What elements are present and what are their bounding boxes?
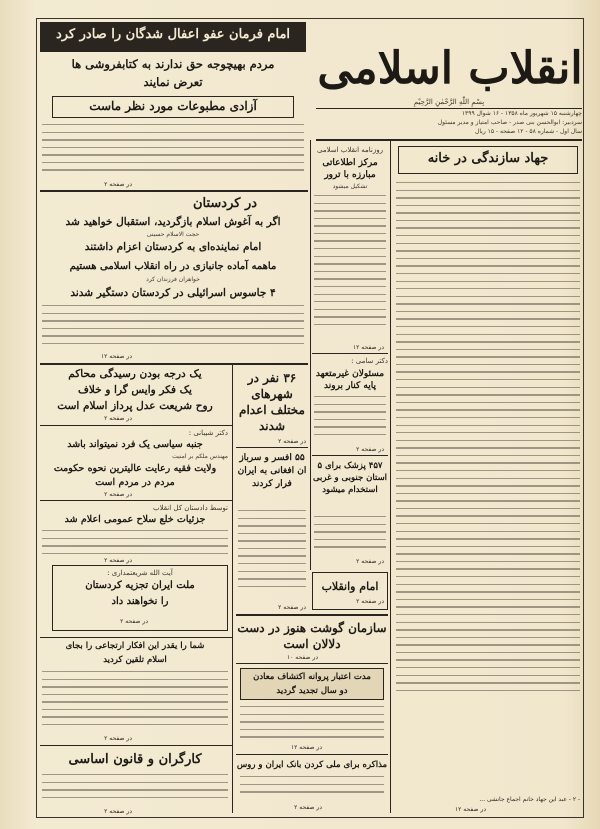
judgment-headline-1: یک درجه بودن رسیدگی محاکم — [68, 368, 202, 380]
shibani-line2: ولایت فقیه رعایت عالیترین نحوه حکومت — [53, 463, 217, 474]
court-headline: جزئیات خلع سلاح عمومی اعلام شد — [64, 514, 206, 525]
kurdistan-line2: امام نماینده‌ای به کردستان اعزام داشتند — [84, 241, 262, 253]
shibani-byline: مهندس ملکم بر امنیت — [172, 453, 228, 460]
meat-headline: سازمان گوشت هنوز در دست دلالان است — [237, 621, 387, 651]
masthead-publisher-line: سردبیر: ابوالحسن بنی صدر - صاحب امتیاز و مدیر مسئول — [437, 119, 582, 126]
afghan-continued: در صفحه ۲ — [278, 604, 306, 611]
judgment-continued: در صفحه ۲ — [104, 415, 132, 422]
meat-continued: در صفحه ۱۰ — [286, 654, 318, 661]
center-mid-continued: در صفحه ۲ — [356, 446, 384, 453]
center-top-headline: مرکز اطلاعاتی مبارزه با ترور — [322, 158, 378, 180]
workers-continued: در صفحه ۲ — [104, 808, 132, 815]
court-kicker: توسط دادستان کل انقلاب — [152, 504, 228, 512]
lower-left-headline: شما را یقدر این افکار ارتجاعی را بجای — [65, 641, 205, 651]
page-frame — [36, 18, 584, 818]
shariatmadari-kicker: آیت الله شریعتمداری : — [107, 569, 173, 577]
bank-continued: در صفحه ۲ — [294, 804, 322, 811]
kurdistan-title: در کردستان — [192, 196, 258, 211]
kurdistan-line1-byline: حجت الاسلام حسینی — [146, 231, 200, 238]
kurdistan-line3-byline: خواهران فرزندان کرد — [146, 276, 200, 283]
shibani-kicker: دکتر شیبانی : — [188, 429, 228, 437]
workers-headline: کارگران و قانون اساسی — [68, 752, 202, 767]
masthead-issue-line: چهارشنبه ۱۵ شهریور ماه ۱۳۵۸ - ۱۶ شوال ۱۳۹۹ — [461, 110, 582, 117]
doctors-headline: ۴۵۷ پزشک برای ۵ استان جنوبی و غربی استخدام میشود — [312, 461, 388, 495]
kurdistan-line3: ماهمه آماده جانبازی در راه انقلاب اسلامی هستیم — [69, 261, 277, 272]
editorial-headline: جهاد سازندگی در خانه — [427, 151, 549, 166]
imam-continued: در صفحه ۲ — [356, 598, 384, 605]
mines-headline-1: مدت اعتبار پروانه اکتشاف معادن — [253, 672, 371, 682]
lead-headline: امام فرمان عفو اعفال شدگان را صادر کرد — [55, 27, 291, 42]
lower-left-continued: در صفحه ۲ — [104, 735, 132, 742]
shibani-line3: مردم در مردم است — [95, 477, 175, 488]
center-top-kicker: روزنامه انقلاب اسلامی — [317, 146, 383, 154]
masthead-calligraphy: بِسْمِ اللّٰهِ الرَّحْمٰنِ الرَّحِیْمِ — [413, 98, 485, 106]
bookstore-headline-line1: مردم بهیچوجه حق ندارند به کتابفروشی ها — [71, 57, 275, 71]
center-top-sub: تشکیل میشود — [332, 183, 368, 190]
kurdistan-line4: ۴ جاسوس اسرائیلی در کردستان دستگیر شدند — [70, 287, 276, 299]
shibani-line1: جنبه سیاسی یک فرد نمیتواند باشد — [67, 439, 203, 450]
center-mid-kicker: دکتر سامی : — [351, 357, 388, 365]
shariatmadari-line1: ملت ایران تجزیه کردستان — [85, 580, 195, 591]
afghan-headline: ۵۵ افسر و سرباز ان افغانی به ایران فرار کردند — [237, 453, 307, 489]
mines-headline-2: دو سال تجدید گردید — [276, 686, 348, 696]
center-mid-headline: مسئولان غیرمتعهد پایه کنار بروند — [315, 369, 385, 391]
shibani-continued: در صفحه ۲ — [104, 491, 132, 498]
masthead-number-line: سال اول - شماره ۵۸ - ۱۲ صفحه - ۱۵ ریال — [474, 128, 582, 135]
shariatmadari-line2: را نخواهند داد — [111, 596, 169, 607]
editorial-continued: در صفحه ۱۲ — [454, 806, 486, 813]
executions-headline: ۳۶ نفر در شهرهای مختلف اعدام شدند — [239, 371, 305, 433]
lead-story-continued: در صفحه ۲ — [104, 181, 132, 188]
bank-headline: مذاکره برای ملی کردن بانک ایران و روس — [236, 760, 388, 770]
imam-headline: امام وانقلاب — [321, 580, 379, 593]
kurdistan-continued: در صفحه ۱۲ — [100, 353, 132, 360]
mines-continued: در صفحه ۱۲ — [290, 744, 322, 751]
editorial-footer: - ۲ - عبد این جهاد خانم اجماع جانشی ... — [479, 796, 580, 803]
lower-left-sub: اسلام تلقین کردید — [103, 655, 167, 665]
judgment-headline-3: روح شریعت عدل پرداز اسلام است — [57, 400, 213, 412]
court-continued: در صفحه ۲ — [104, 557, 132, 564]
shariatmadari-continued: در صفحه ۲ — [120, 618, 148, 625]
judgment-headline-2: یک فکر وایس گرا و خلاف — [78, 384, 192, 396]
press-freedom-headline: آزادی مطبوعات مورد نظر ماست — [89, 99, 257, 113]
center-top-continued: در صفحه ۱۲ — [352, 344, 384, 351]
kurdistan-line1: اگر به آغوش اسلام بازگردید، استقبال خواهید شد — [65, 216, 281, 228]
executions-continued: در صفحه ۲ — [278, 438, 306, 445]
doctors-continued: در صفحه ۲ — [356, 558, 384, 565]
masthead-title: انقلاب اسلامی — [317, 43, 583, 94]
bookstore-headline-line2: تعرض نمایند — [143, 75, 203, 89]
